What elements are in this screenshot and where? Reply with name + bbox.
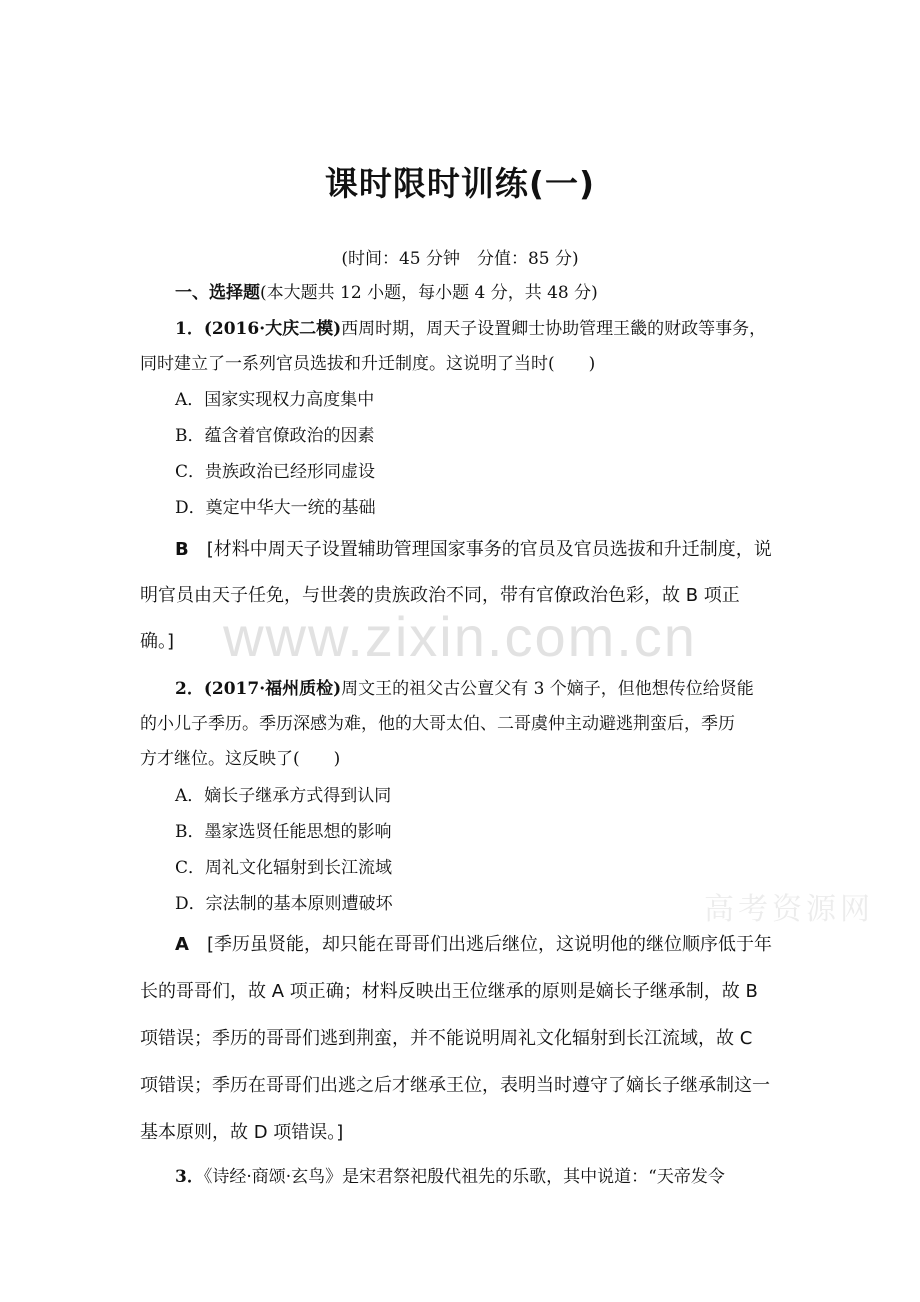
section-note: (本大题共 12 小题，每小题 4 分，共 48 分) <box>260 283 598 303</box>
section-label: 一、选择题 <box>175 283 260 303</box>
question-1-option-d: D．奠定中华大一统的基础 <box>175 498 376 518</box>
answer-explanation: [季历虽贤能，却只能在哥哥们出逃后继位，这说明他的继位顺序低于年 <box>206 934 772 955</box>
answer-explanation: [材料中周天子设置辅助管理国家事务的官员及官员选拔和升迁制度，说 <box>206 539 772 560</box>
question-2-answer-line-4: 项错误；季历在哥哥们出逃之后才继承王位，表明当时遵守了嫡长子继承制这一 <box>140 1075 770 1096</box>
question-1-answer-line-1 <box>175 539 820 561</box>
page-title: 课时限时训练(一) <box>324 164 596 203</box>
question-2-option-b: B．墨家选贤任能思想的影响 <box>175 822 392 842</box>
question-2-option-c: C．周礼文化辐射到长江流域 <box>175 858 393 878</box>
answer-letter: A <box>175 934 189 955</box>
question-text: 《诗经·商颂·玄鸟》是宋君祭祀殷代祖先的乐歌，其中说道：“天帝发令 <box>203 1167 725 1187</box>
question-2-stem-line-2: 的小儿子季历。季历深感为难，他的大哥太伯、二哥虞仲主动避逃荆蛮后，季历 <box>140 714 735 734</box>
exam-meta: (时间：45 分钟 分值：85 分) <box>341 249 579 269</box>
question-1-option-b: B．蕴含着官僚政治的因素 <box>175 426 375 446</box>
question-3-stem-line-1 <box>175 1166 820 1188</box>
question-2-answer-line-1 <box>175 934 820 956</box>
question-1-option-c: C．贵族政治已经形同虚设 <box>175 462 376 482</box>
question-number: 1． <box>175 319 204 339</box>
answer-letter: B <box>175 539 189 560</box>
question-1-option-a: A．国家实现权力高度集中 <box>175 390 375 410</box>
question-1-stem-line-2: 同时建立了一系列官员选拔和升迁制度。这说明了当时( ) <box>140 354 596 374</box>
question-1-answer-line-2: 明官员由天子任免，与世袭的贵族政治不同，带有官僚政治色彩，故 B 项正 <box>140 585 740 606</box>
question-number: 3． <box>175 1167 204 1187</box>
question-source: (2017·福州质检) <box>203 679 342 699</box>
question-text: 西周时期，周天子设置卿士协助管理王畿的财政等事务， <box>341 319 767 339</box>
question-2-stem-line-1 <box>175 678 820 700</box>
question-text: 周文王的祖父古公亶父有 3 个嫡子，但他想传位给贤能 <box>341 679 754 699</box>
section-heading <box>175 282 820 304</box>
question-number: 2． <box>175 679 204 699</box>
question-1-stem-line-1 <box>175 318 820 340</box>
question-source: (2016·大庆二模) <box>203 319 342 339</box>
watermark: www.zixin.com.cn <box>223 605 697 668</box>
question-1-answer-line-3: 确。] <box>140 631 175 652</box>
question-2-answer-line-2: 长的哥哥们，故 A 项正确；材料反映出王位继承的原则是嫡长子继承制，故 B <box>140 981 758 1002</box>
question-2-answer-line-3: 项错误；季历的哥哥们逃到荆蛮，并不能说明周礼文化辐射到长江流域，故 C <box>140 1028 753 1049</box>
question-2-stem-line-3: 方才继位。这反映了( ) <box>140 749 341 769</box>
faint-watermark: 高考资源网 <box>704 892 874 927</box>
question-2-answer-line-5: 基本原则，故 D 项错误。] <box>140 1122 344 1143</box>
question-2-option-a: A．嫡长子继承方式得到认同 <box>175 786 392 806</box>
question-2-option-d: D．宗法制的基本原则遭破坏 <box>175 894 393 914</box>
